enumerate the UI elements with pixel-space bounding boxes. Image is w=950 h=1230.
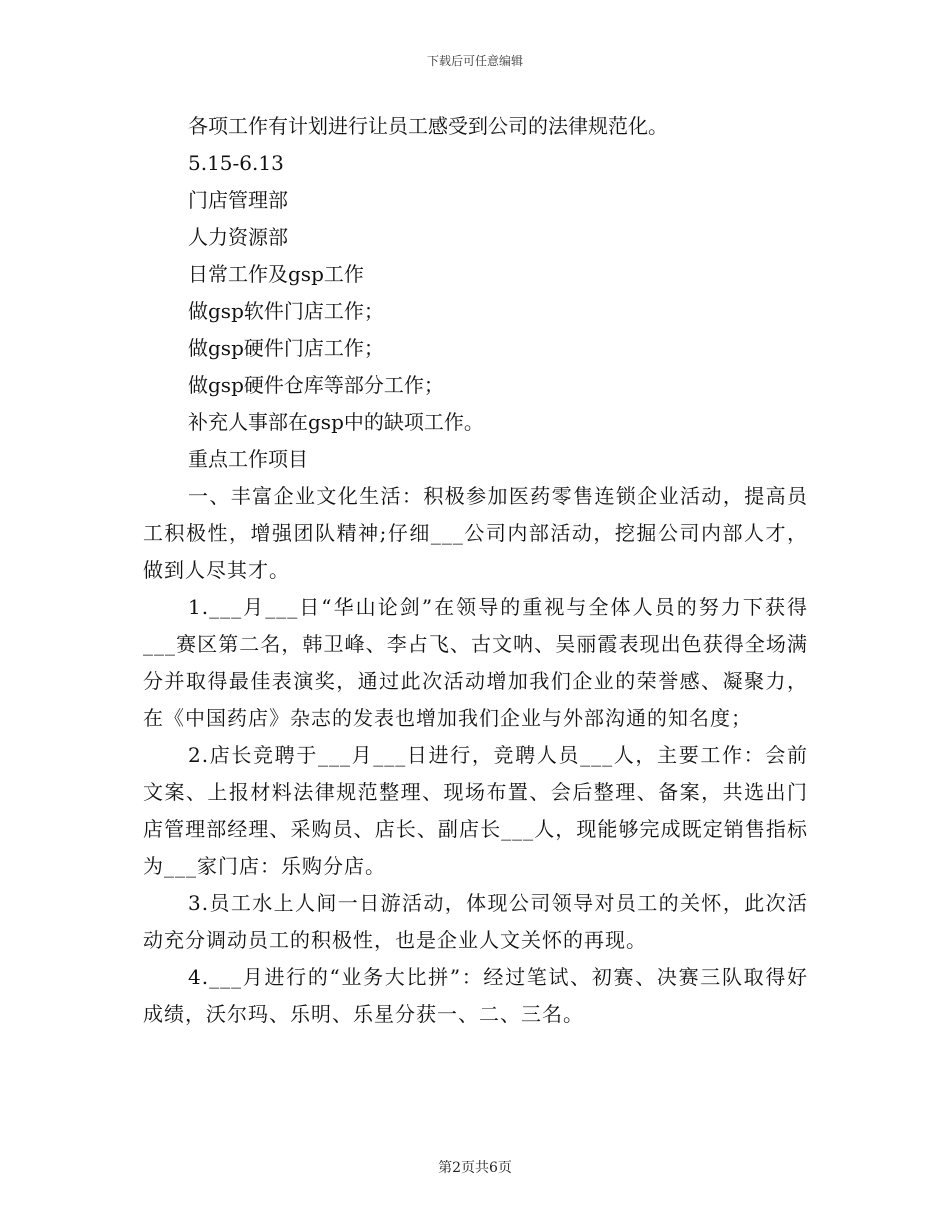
paragraph: 2.店长竞聘于___月___日进行，竞聘人员___人，主要工作：会前文案、上报材料法律规范整理、现场布置、会后整理、备案，共选出门店管理部经理、采购员、店长、副店长___人，现能够完成既定销售指标为___家门店：乐购分店。: [143, 743, 808, 878]
text-line: 做gsp软件门店工作；: [188, 299, 384, 323]
page-footer: 第2页共6页: [438, 1160, 512, 1176]
text-line: 做gsp硬件门店工作；: [188, 336, 384, 360]
text-line: 门店管理部: [188, 188, 288, 212]
text-line: 做gsp硬件仓库等部分工作；: [188, 373, 444, 397]
paragraph: 4.___月进行的“业务大比拼”：经过笔试、初赛、决赛三队取得好成绩，沃尔玛、乐明、乐星分获一、二、三名。: [143, 965, 808, 1026]
paragraph: 一、丰富企业文化生活：积极参加医药零售连锁企业活动，提高员工积极性，增强团队精神;仔细___公司内部活动，挖掘公司内部人才，做到人尽其才。: [143, 484, 808, 582]
paragraph: 3.员工水上人间一日游活动，体现公司领导对员工的关怀，此次活动充分调动员工的积极性，也是企业人文关怀的再现。: [143, 891, 808, 952]
text-line: 补充人事部在gsp中的缺项工作。: [188, 410, 484, 434]
section-heading: 重点工作项目: [188, 447, 308, 471]
page-header: 下载后可任意编辑: [426, 54, 523, 68]
document-body: [143, 108, 808, 1033]
text-line: 各项工作有计划进行让员工感受到公司的法律规范化。: [188, 114, 668, 138]
text-line: 日常工作及gsp工作: [188, 262, 364, 286]
paragraph: 1.___月___日“华山论剑”在领导的重视与全体人员的努力下获得___赛区第二名，韩卫峰、李占飞、古文呐、吴丽霞表现出色获得全场满分并取得最佳表演奖，通过此次活动增加我们企业的荣誉感、凝聚力，在《中国药店》杂志的发表也增加我们企业与外部沟通的知名度；: [143, 595, 808, 730]
text-line: 人力资源部: [188, 225, 288, 249]
date-range-line: 5.15-6.13: [188, 151, 284, 175]
